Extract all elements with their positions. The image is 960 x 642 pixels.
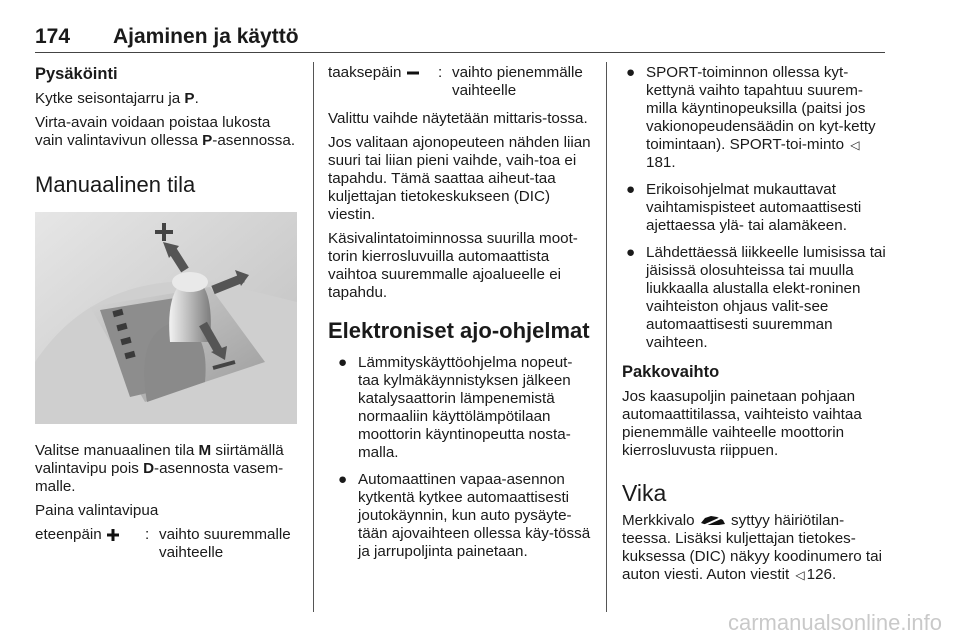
press-lever-paragraph: Paina valintavipua: [35, 502, 159, 519]
fault-heading: Vika: [622, 480, 667, 506]
fault-paragraph: Merkkivalo syttyy häiriötilan-teessa. Lisäksi kuljettajan tietokes-kuksessa (DIC) näkyy koodinumero tai auton viesti. Auton viestit ◁ 126.: [622, 512, 882, 583]
column-3: [622, 64, 888, 590]
kickdown-heading: Pakkovaihto: [622, 363, 720, 381]
column-divider: [606, 62, 607, 612]
page-number: 174: [35, 25, 71, 48]
column-2: [328, 64, 592, 570]
parking-paragraph-1: Kytke seisontajarru ja P.: [35, 90, 199, 107]
manual-mode-paragraph: Valitse manuaalinen tila M siirtämällä valintavipu pois D-asennosta vasem-malle.: [35, 442, 284, 495]
page-reference-icon: ◁: [850, 138, 860, 152]
gear-selector-image: [35, 212, 297, 424]
bullet-item: ● Lähdettäessä liikkeelle lumisissa tai jäisissä olosuhteissa tai muulla liukkaalla alustalla elekt-roninen vaihteiston ohjaus valit-see automaattisesti suuremman vaihteen.: [626, 244, 886, 351]
gear-forward-description: vaihto suuremmalle vaihteelle: [159, 526, 291, 561]
electronic-programs-heading: Elektroniset ajo-ohjelmat: [328, 318, 590, 343]
selected-gear-paragraph: Valittu vaihde näytetään mittaris-tossa.: [328, 110, 588, 127]
watermark: carmanualsonline.info: [727, 610, 942, 635]
wrong-gear-paragraph: Jos valitaan ajonopeuteen nähden liian suuri tai liian pieni vaihde, vaih-toa ei tapahdu. Tämä saattaa aiheut-taa kuljettajan tietokeskukseen (DIC) viestin.: [328, 134, 591, 223]
page-reference-icon: ◁: [795, 568, 805, 582]
column-1: [35, 64, 299, 570]
minus-icon: [406, 66, 420, 80]
column-divider: [313, 62, 314, 612]
gear-back-row: taaksepäin : vaihto pienemmälle vaihteelle: [328, 64, 592, 100]
bullet-item: ● SPORT-toiminnon ollessa kyt-kettynä vaihto tapahtuu suurem-milla käyntinopeuksilla (paitsi jos vakionopeudensäädin on kyt-ketty toimintaan). SPORT-toi-minto ◁181.: [626, 64, 876, 171]
gear-back-label: taaksepäin: [328, 64, 402, 81]
manual-mode-heading: Manuaalinen tila: [35, 172, 196, 197]
page-header: [35, 22, 885, 53]
manual-high-rpm-paragraph: Käsivalintatoiminnossa suurilla moot-torin kierrosluvuilla automaattista vaihtoa suuremmalle ajoalueelle ei tapahdu.: [328, 230, 578, 301]
gear-back-description: vaihto pienemmälle vaihteelle: [452, 64, 583, 99]
transmission-fault-warning-icon: [699, 514, 727, 528]
gear-forward-label: eteenpäin: [35, 526, 102, 543]
gear-forward-row: eteenpäin : vaihto suuremmalle vaihteelle: [35, 526, 299, 562]
parking-paragraph-2: Virta-avain voidaan poistaa lukosta vain valintavivun ollessa P-asennossa.: [35, 114, 296, 149]
bullet-item: ● Automaattinen vapaa-asennon kytkentä kytkee automaattisesti joutokäynnin, kun auto pysäyte-tään ajovaihteen ollessa käy-tössä ja jarrupoljinta painetaan.: [338, 471, 591, 560]
kickdown-paragraph: Jos kaasupoljin painetaan pohjaan automaattitilassa, vaihteisto vaihtaa pienemmälle vaihteelle moottorin kierrosluvusta riippuen.: [622, 388, 862, 459]
parking-heading: Pysäköinti: [35, 65, 118, 83]
bullet-item: ● Erikoisohjelmat mukauttavat vaihtamispisteet automaattisesti ajettaessa ylä- tai alamäkeen.: [626, 181, 862, 234]
page-title: Ajaminen ja käyttö: [113, 25, 299, 48]
bullet-item: ● Lämmityskäyttöohjelma nopeut-taa kylmäkäynnistyksen jälkeen katalysaattorin lämpenemistä normaaliin käyttölämpötilaan moottorin käyntinopeutta nosta-malla.: [338, 354, 573, 461]
plus-icon: [106, 528, 120, 542]
